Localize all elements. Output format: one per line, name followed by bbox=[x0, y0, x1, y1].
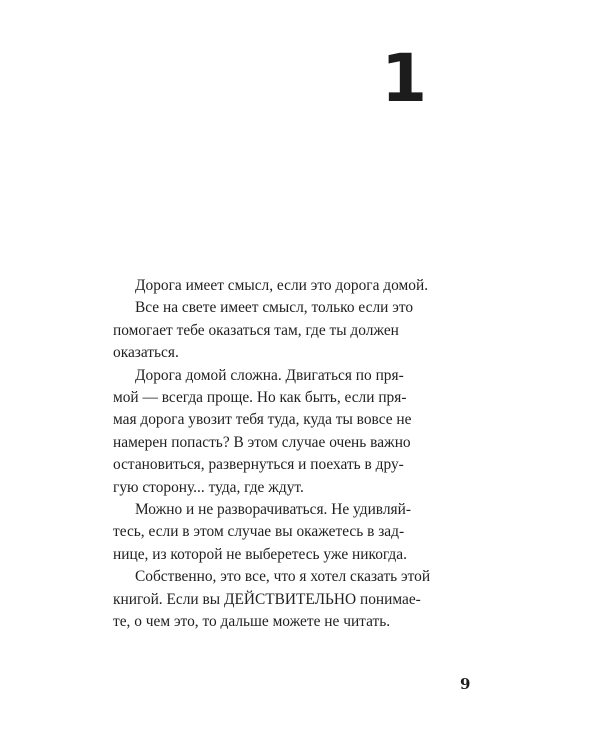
text-line: книгой. Если вы ДЕЙСТВИТЕЛЬНО понимае- bbox=[113, 590, 421, 608]
text-line: мой — всегда проще. Но как быть, если пря- bbox=[113, 389, 407, 407]
text-line: Все на свете имеет смысл, только если это bbox=[135, 299, 414, 317]
text-line: мая дорога увозит тебя туда, куда ты вовсе не bbox=[113, 411, 412, 429]
text-line: намерен попасть? В этом случае очень важно bbox=[113, 433, 411, 451]
text-line: остановиться, развернуться и поехать в дру- bbox=[113, 456, 404, 474]
text-line: нице, из которой не выберетесь уже никогда. bbox=[113, 545, 407, 563]
page-number: 9 bbox=[460, 675, 471, 693]
text-line: оказаться. bbox=[113, 344, 179, 362]
text-line: помогает тебе оказаться там, где ты должен bbox=[113, 321, 399, 339]
paragraph bbox=[113, 297, 487, 364]
paragraph bbox=[113, 566, 487, 633]
text-line: те, о чем это, то дальше можете не читать. bbox=[113, 613, 391, 631]
text-line: гую сторону... туда, где ждут. bbox=[113, 478, 304, 496]
paragraph bbox=[113, 499, 487, 566]
body-text bbox=[113, 275, 487, 634]
text-line: Дорога имеет смысл, если это дорога домой. bbox=[135, 277, 429, 294]
text-line: Дорога домой сложна. Двигаться по пря- bbox=[135, 366, 404, 384]
paragraph bbox=[113, 275, 487, 297]
text-line: Собственно, это все, что я хотел сказать этой bbox=[135, 568, 431, 586]
text-line: Можно и не разворачиваться. Не удивляй- bbox=[135, 501, 411, 519]
paragraph bbox=[113, 365, 487, 499]
text-line: тесь, если в этом случае вы окажетесь в зад- bbox=[113, 523, 405, 541]
chapter-number: 1 bbox=[381, 40, 427, 117]
